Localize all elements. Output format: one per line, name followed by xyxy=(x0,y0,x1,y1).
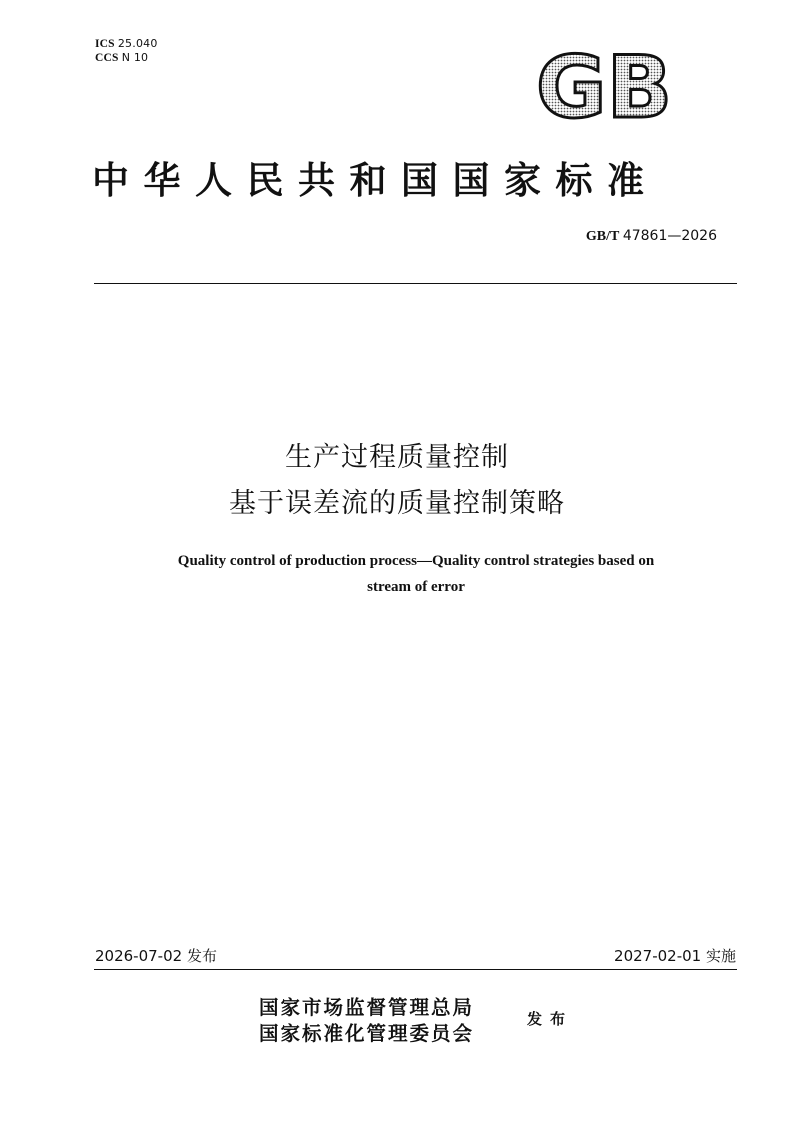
ccs-value: N 10 xyxy=(121,51,149,64)
issuer-line-2: 国家标准化管理委员会 xyxy=(259,1022,475,1045)
standard-number-prefix: GB/T xyxy=(585,229,620,244)
ics-value: 25.040 xyxy=(117,37,158,50)
ccs-code xyxy=(95,51,158,65)
english-title-line-2: stream of error xyxy=(367,579,465,595)
publish-date: 2026-07-02 发布 xyxy=(95,947,217,965)
bottom-divider xyxy=(94,969,737,970)
english-title-line-1: Quality control of production process—Quality control strategies based on xyxy=(177,553,655,569)
ics-code xyxy=(95,37,158,51)
implement-date: 2027-02-01 实施 xyxy=(614,947,736,965)
standard-number xyxy=(586,228,717,245)
gb-logo-text: GB xyxy=(536,44,673,120)
chinese-title-line-2: 基于误差流的质量控制策略 xyxy=(229,488,565,519)
ccs-label: CCS xyxy=(95,52,119,64)
issuer-line-1: 国家市场监督管理总局 xyxy=(259,996,475,1019)
national-standard-title: 中华人民共和国国家标准 xyxy=(92,158,659,202)
chinese-title-line-1: 生产过程质量控制 xyxy=(285,442,509,473)
issuing-authorities xyxy=(259,995,474,1047)
classification-codes xyxy=(95,37,158,65)
top-divider xyxy=(94,283,737,284)
issue-label: 发布 xyxy=(527,1010,574,1028)
gb-logo xyxy=(536,44,694,120)
standard-number-value: 47861—2026 xyxy=(622,228,717,244)
ics-label: ICS xyxy=(95,38,115,50)
